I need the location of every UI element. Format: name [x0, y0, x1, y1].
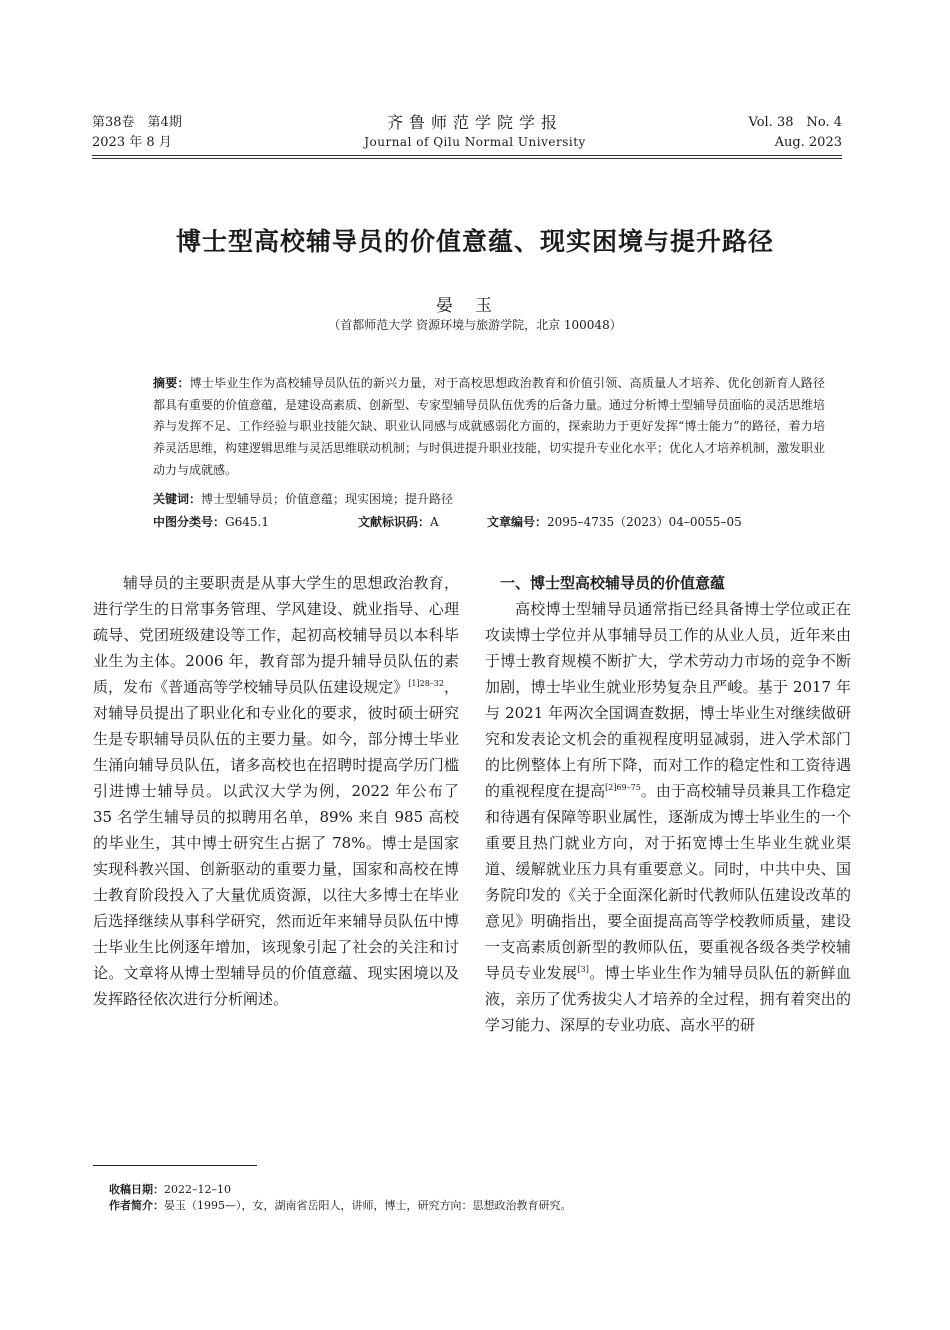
citation: [1]28–32 — [408, 679, 444, 688]
paper-title: 博士型高校辅导员的价值意蕴、现实困境与提升路径 — [175, 227, 774, 256]
classification-row — [153, 513, 825, 530]
abstract-text: 博士毕业生作为高校辅导员队伍的新兴力量，对于高校思想政治教育和价值引领、高质量人才培养、优化创新育人路径都具有重要的价值意蕴，是建设高素质、创新型、专家型辅导员队伍优秀的后备力量。通过分析博士型辅导员面临的灵活思维培养与发挥不足、工作经验与职业技能欠缺、职业认同感与成就感弱化方面的，探索助力于更好发挥“博士能力”的路径，着力培养灵活思维，构建逻辑思维与灵活思维联动机制；与时俱进提升职业技能，切实提升专业化水平；优化人才培养机制，激发职业动力与成就感。 — [153, 376, 826, 477]
abstract-label: 摘要： — [153, 376, 190, 390]
received-date: 2022–12–10 — [164, 1183, 231, 1196]
header-volume-issue: 第38卷 第4期 — [92, 115, 182, 130]
body-column-left — [93, 570, 459, 1012]
body-text: 。博士毕业生作为辅导员队伍的新鲜血液，亲历了优秀拔尖人才培养的全过程，拥有着突出的学习能力、深厚的专业功底、高水平的研 — [485, 964, 851, 1034]
footnote-author — [109, 1198, 572, 1214]
doc-label: 文献标识码： — [358, 515, 431, 529]
keywords — [153, 490, 453, 507]
header-volume-issue-en: Vol. 38 No. 4 — [748, 115, 842, 130]
body-text: 高校博士型辅导员通常指已经具备博士学位或正在攻读博士学位并从事辅导员工作的从业人员，近年来由于博士教育规模不断扩大，学术劳动力市场的竞争不断加剧，博士毕业生就业形势复杂且严峻。基于 2017 年与 2021 年两次全国调查数据，博士毕业生对继续做研究和发表论文机会的重视程度明显减弱，进入学术部门的比例整体上有所下降，而对工作的稳定性和工资待遇的重视程度在提高 — [485, 600, 851, 800]
body-text: 辅导员的主要职责是从事大学生的思想政治教育，进行学生的日常事务管理、学风建设、就业指导、心理疏导、党团班级建设等工作，起初高校辅导员以本科毕业生为主体。2006 年，教育部为提升辅导员队伍的素质，发布《普通高等学校辅导员队伍建设规定》 — [93, 574, 459, 696]
clc-label: 中图分类号： — [153, 515, 226, 529]
body-text: 。由于高校辅导员兼具工作稳定和待遇有保障等职业属性，逐渐成为博士毕业生的一个重要且热门就业方向，对于拓宽博士生毕业生就业渠道、缓解就业压力具有重要意义。同时，中共中央、国务院印发的《关于全面深化新时代教师队伍建设改革的意见》明确指出，要全面提高高等学校教师质量，建设一支高素质创新型的教师队伍，要重视各级各类学校辅导员专业发展 — [485, 782, 851, 982]
header-date-en: Aug. 2023 — [774, 135, 842, 150]
document-code — [358, 513, 439, 530]
header-volume-info-en — [749, 113, 843, 153]
abstract — [153, 373, 825, 482]
header-rule-top — [92, 155, 842, 156]
keywords-label: 关键词： — [153, 492, 202, 506]
body-paragraph — [485, 596, 851, 1038]
header-rule-bottom — [92, 158, 842, 159]
footnote-rule — [93, 1165, 257, 1166]
header-journal-en: Journal of Qilu Normal University — [364, 135, 586, 149]
citation: [2]69–75 — [605, 783, 641, 792]
body-paragraph — [93, 570, 459, 1012]
header-date: 2023 年 8 月 — [92, 135, 172, 150]
body-column-right — [485, 570, 851, 1038]
article-value: 2095–4735（2023）04–0055–05 — [547, 515, 742, 529]
citation: [3] — [577, 965, 589, 974]
doc-value: A — [430, 515, 439, 529]
author-info-label: 作者简介： — [109, 1199, 164, 1212]
article-label: 文章编号： — [487, 515, 548, 529]
body-text: ，对辅导员提出了职业化和专业化的要求，彼时硕士研究生是专职辅导员队伍的主要力量。如今，部分博士毕业生涌向辅导员队伍，诸多高校也在招聘时提高学历门槛引进博士辅导员。以武汉大学为例，2022 年公布了 35 名学生辅导员的拟聘用名单，89% 来自 985 高校的毕业生，其中博士研究生占据了 78%。博士是国家实现科教兴国、创新驱动的重要力量，国家和高校在博士教育阶段投入了大量优质资源，以往大多博士在毕业后选择继续从事科学研究，然而近年来辅导员队伍中博士毕业生比例逐年增加，该现象引起了社会的关注和讨论。文章将从博士型辅导员的价值意蕴、现实困境以及发挥路径依次进行分析阐述。 — [93, 678, 459, 1008]
section-heading: 一、博士型高校辅导员的价值意蕴 — [500, 574, 726, 592]
keywords-text: 博士型辅导员；价值意蕴；现实困境；提升路径 — [201, 492, 454, 506]
paper-author: 晏玉 — [436, 296, 514, 316]
clc-value: G645.1 — [225, 515, 269, 529]
received-label: 收稿日期： — [109, 1183, 164, 1196]
author-info-text: 晏玉（1995—），女，湖南省岳阳人，讲师，博士，研究方向：思想政治教育研究。 — [164, 1199, 572, 1212]
footnote-received — [109, 1182, 231, 1198]
article-number — [487, 513, 742, 530]
header-journal-cn: 齐鲁师范学院学报 — [386, 113, 563, 132]
author-affiliation: （首都师范大学 资源环境与旅游学院，北京 100048） — [328, 318, 622, 332]
clc-number — [153, 515, 269, 529]
